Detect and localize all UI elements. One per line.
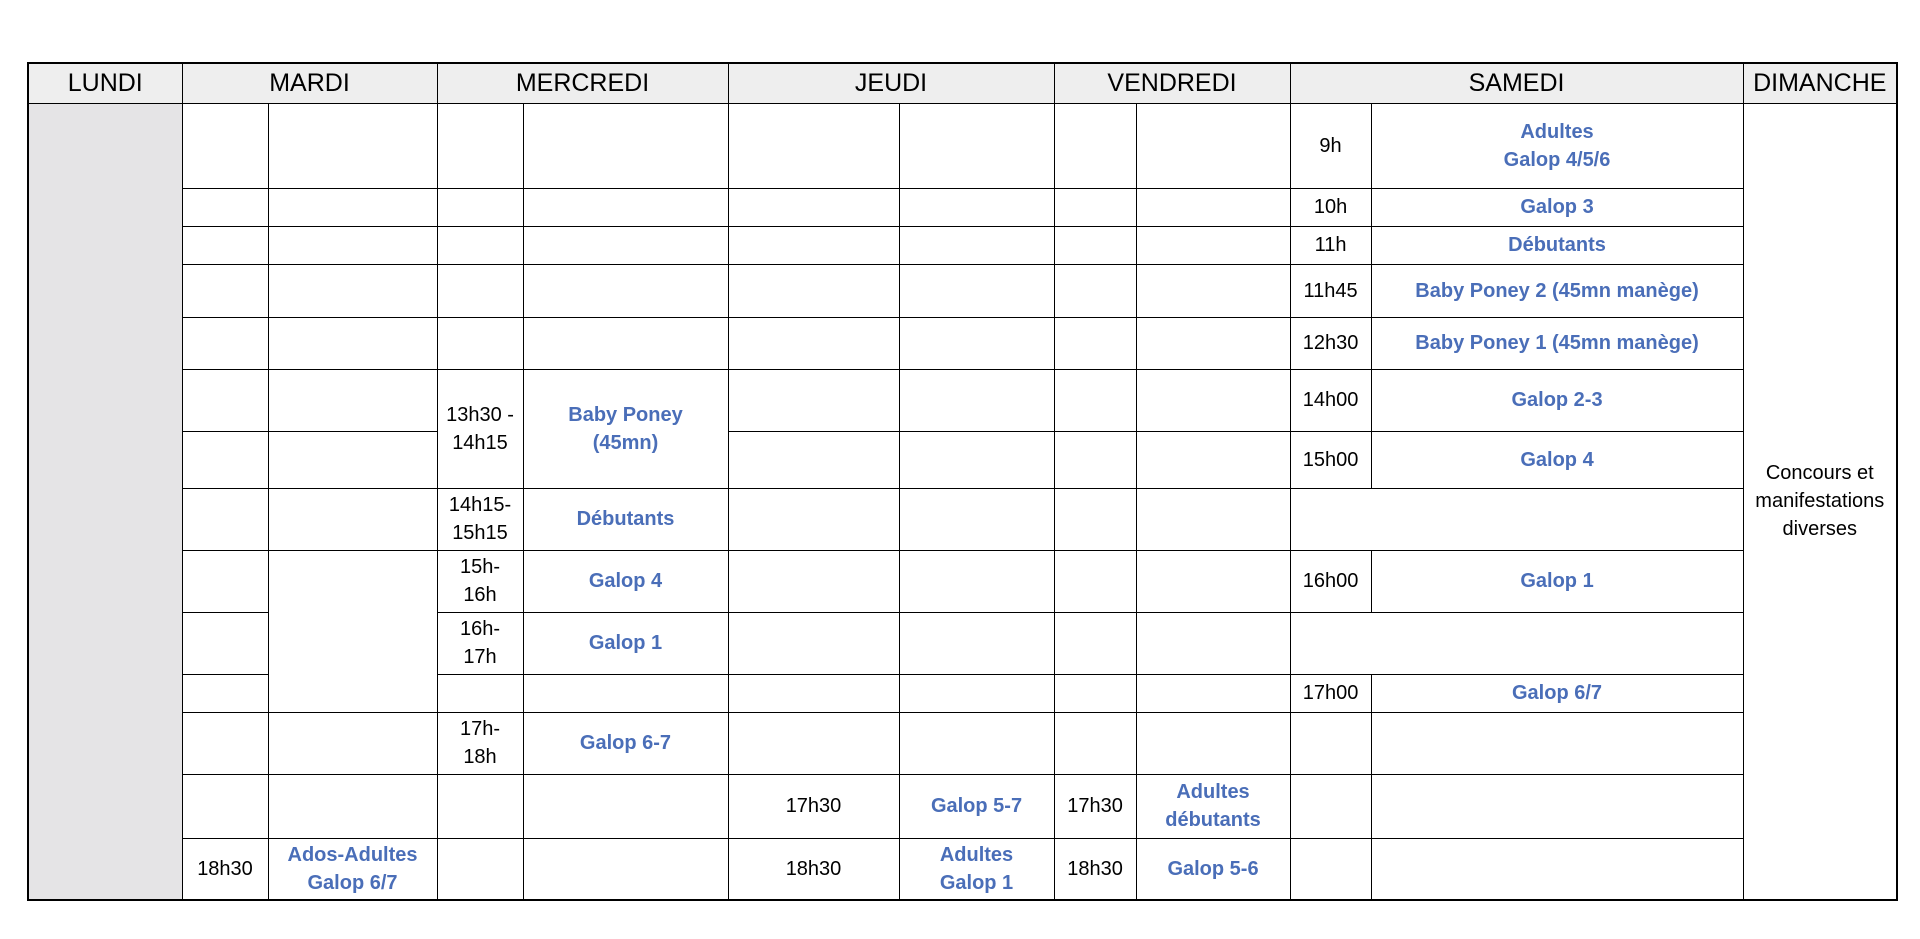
empty-cell [182, 264, 268, 317]
jeudi-class: Adultes Galop 1 [899, 838, 1054, 900]
empty-cell [523, 188, 728, 226]
empty-cell [1290, 774, 1371, 838]
schedule-row [28, 264, 1897, 317]
vendredi-class: Adultes débutants [1136, 774, 1290, 838]
schedule-row [28, 838, 1897, 900]
empty-cell [1136, 550, 1290, 612]
empty-cell [1054, 674, 1136, 712]
empty-cell [1371, 712, 1743, 774]
empty-cell [268, 226, 437, 264]
empty-cell [268, 774, 437, 838]
empty-cell [523, 226, 728, 264]
schedule-row [28, 488, 1897, 550]
empty-cell [728, 188, 899, 226]
mercredi-class: Galop 1 [523, 612, 728, 674]
header-row [28, 63, 1897, 103]
samedi-time: 10h [1290, 188, 1371, 226]
empty-cell [1136, 103, 1290, 188]
empty-cell [1136, 264, 1290, 317]
jeudi-time: 18h30 [728, 838, 899, 900]
empty-cell [899, 317, 1054, 369]
empty-cell [1054, 103, 1136, 188]
schedule-row [28, 550, 1897, 612]
empty-cell [268, 712, 437, 774]
empty-cell [1290, 838, 1371, 900]
empty-cell [1054, 188, 1136, 226]
empty-cell [437, 317, 523, 369]
empty-cell [437, 188, 523, 226]
samedi-time: 11h [1290, 226, 1371, 264]
samedi-time: 14h00 [1290, 369, 1371, 431]
empty-cell [182, 369, 268, 431]
empty-cell [1136, 369, 1290, 431]
vendredi-class: Galop 5-6 [1136, 838, 1290, 900]
schedule-row [28, 431, 1897, 488]
empty-cell [182, 774, 268, 838]
empty-cell [182, 674, 268, 712]
empty-cell [437, 264, 523, 317]
empty-cell [1290, 612, 1743, 674]
empty-cell [437, 774, 523, 838]
empty-cell [1136, 317, 1290, 369]
empty-cell [182, 317, 268, 369]
empty-cell [1054, 317, 1136, 369]
empty-cell [1136, 612, 1290, 674]
empty-cell [728, 431, 899, 488]
empty-cell [182, 103, 268, 188]
empty-cell [268, 317, 437, 369]
day-header-vendredi: VENDREDI [1054, 63, 1290, 103]
empty-cell [523, 264, 728, 317]
empty-cell [523, 317, 728, 369]
empty-cell [437, 226, 523, 264]
empty-cell [899, 612, 1054, 674]
samedi-class: Galop 3 [1371, 188, 1743, 226]
samedi-class: Galop 1 [1371, 550, 1743, 612]
empty-cell [728, 103, 899, 188]
samedi-time: 16h00 [1290, 550, 1371, 612]
samedi-time: 12h30 [1290, 317, 1371, 369]
empty-cell [1054, 712, 1136, 774]
empty-cell [182, 550, 268, 612]
day-header-samedi: SAMEDI [1290, 63, 1743, 103]
samedi-time: 17h00 [1290, 674, 1371, 712]
samedi-class: Baby Poney 2 (45mn manège) [1371, 264, 1743, 317]
empty-cell [728, 264, 899, 317]
empty-cell [523, 674, 728, 712]
empty-cell [1136, 431, 1290, 488]
schedule-row [28, 188, 1897, 226]
empty-cell [1054, 488, 1136, 550]
vendredi-time: 17h30 [1054, 774, 1136, 838]
empty-cell [728, 369, 899, 431]
samedi-class: Adultes Galop 4/5/6 [1371, 103, 1743, 188]
empty-cell [1136, 226, 1290, 264]
empty-cell [728, 612, 899, 674]
empty-cell [1290, 488, 1743, 550]
schedule-row [28, 774, 1897, 838]
dimanche-note: Concours et manifestations diverses [1743, 103, 1897, 900]
empty-cell [728, 226, 899, 264]
samedi-class: Galop 4 [1371, 431, 1743, 488]
empty-cell [728, 712, 899, 774]
empty-cell [899, 674, 1054, 712]
mercredi-time: 16h- 17h [437, 612, 523, 674]
empty-cell [1054, 550, 1136, 612]
empty-cell [899, 264, 1054, 317]
mercredi-class: Débutants [523, 488, 728, 550]
empty-cell [899, 488, 1054, 550]
empty-cell [1290, 712, 1371, 774]
empty-cell [728, 550, 899, 612]
empty-cell [1136, 712, 1290, 774]
jeudi-time: 17h30 [728, 774, 899, 838]
empty-cell [899, 550, 1054, 612]
empty-cell [899, 431, 1054, 488]
empty-cell [182, 712, 268, 774]
mardi-time: 18h30 [182, 838, 268, 900]
empty-cell [182, 431, 268, 488]
empty-cell [268, 431, 437, 488]
mardi-class: Ados-Adultes Galop 6/7 [268, 838, 437, 900]
empty-cell [1054, 431, 1136, 488]
empty-cell [728, 488, 899, 550]
day-header-jeudi: JEUDI [728, 63, 1054, 103]
empty-cell [182, 612, 268, 674]
samedi-time: 11h45 [1290, 264, 1371, 317]
empty-cell [1136, 674, 1290, 712]
samedi-class: Galop 6/7 [1371, 674, 1743, 712]
lundi-closed-cell [28, 103, 182, 900]
samedi-class: Débutants [1371, 226, 1743, 264]
empty-cell [268, 103, 437, 188]
empty-cell [1371, 774, 1743, 838]
empty-cell [268, 550, 437, 712]
empty-cell [899, 369, 1054, 431]
mercredi-time: 15h- 16h [437, 550, 523, 612]
mercredi-time: 13h30 - 14h15 [437, 369, 523, 488]
empty-cell [182, 226, 268, 264]
empty-cell [268, 188, 437, 226]
schedule-row [28, 317, 1897, 369]
empty-cell [1054, 264, 1136, 317]
empty-cell [268, 264, 437, 317]
day-header-mercredi: MERCREDI [437, 63, 728, 103]
jeudi-class: Galop 5-7 [899, 774, 1054, 838]
day-header-lundi: LUNDI [28, 63, 182, 103]
empty-cell [437, 103, 523, 188]
empty-cell [523, 774, 728, 838]
empty-cell [899, 188, 1054, 226]
schedule-row [28, 712, 1897, 774]
empty-cell [437, 674, 523, 712]
empty-cell [1054, 369, 1136, 431]
empty-cell [1054, 612, 1136, 674]
empty-cell [899, 103, 1054, 188]
mercredi-time: 14h15- 15h15 [437, 488, 523, 550]
empty-cell [268, 488, 437, 550]
samedi-time: 9h [1290, 103, 1371, 188]
empty-cell [523, 838, 728, 900]
empty-cell [182, 488, 268, 550]
mercredi-time: 17h- 18h [437, 712, 523, 774]
schedule-row [28, 369, 1897, 431]
empty-cell [437, 838, 523, 900]
mercredi-class: Galop 4 [523, 550, 728, 612]
empty-cell [1054, 226, 1136, 264]
day-header-mardi: MARDI [182, 63, 437, 103]
empty-cell [523, 103, 728, 188]
mercredi-class: Baby Poney (45mn) [523, 369, 728, 488]
mercredi-class: Galop 6-7 [523, 712, 728, 774]
empty-cell [1136, 188, 1290, 226]
empty-cell [1371, 838, 1743, 900]
empty-cell [728, 674, 899, 712]
schedule-row [28, 103, 1897, 188]
samedi-class: Baby Poney 1 (45mn manège) [1371, 317, 1743, 369]
day-header-dimanche: DIMANCHE [1743, 63, 1897, 103]
vendredi-time: 18h30 [1054, 838, 1136, 900]
samedi-time: 15h00 [1290, 431, 1371, 488]
samedi-class: Galop 2-3 [1371, 369, 1743, 431]
weekly-schedule-table [27, 62, 1898, 901]
empty-cell [268, 369, 437, 431]
empty-cell [182, 188, 268, 226]
empty-cell [899, 226, 1054, 264]
empty-cell [1136, 488, 1290, 550]
empty-cell [728, 317, 899, 369]
empty-cell [899, 712, 1054, 774]
schedule-row [28, 226, 1897, 264]
